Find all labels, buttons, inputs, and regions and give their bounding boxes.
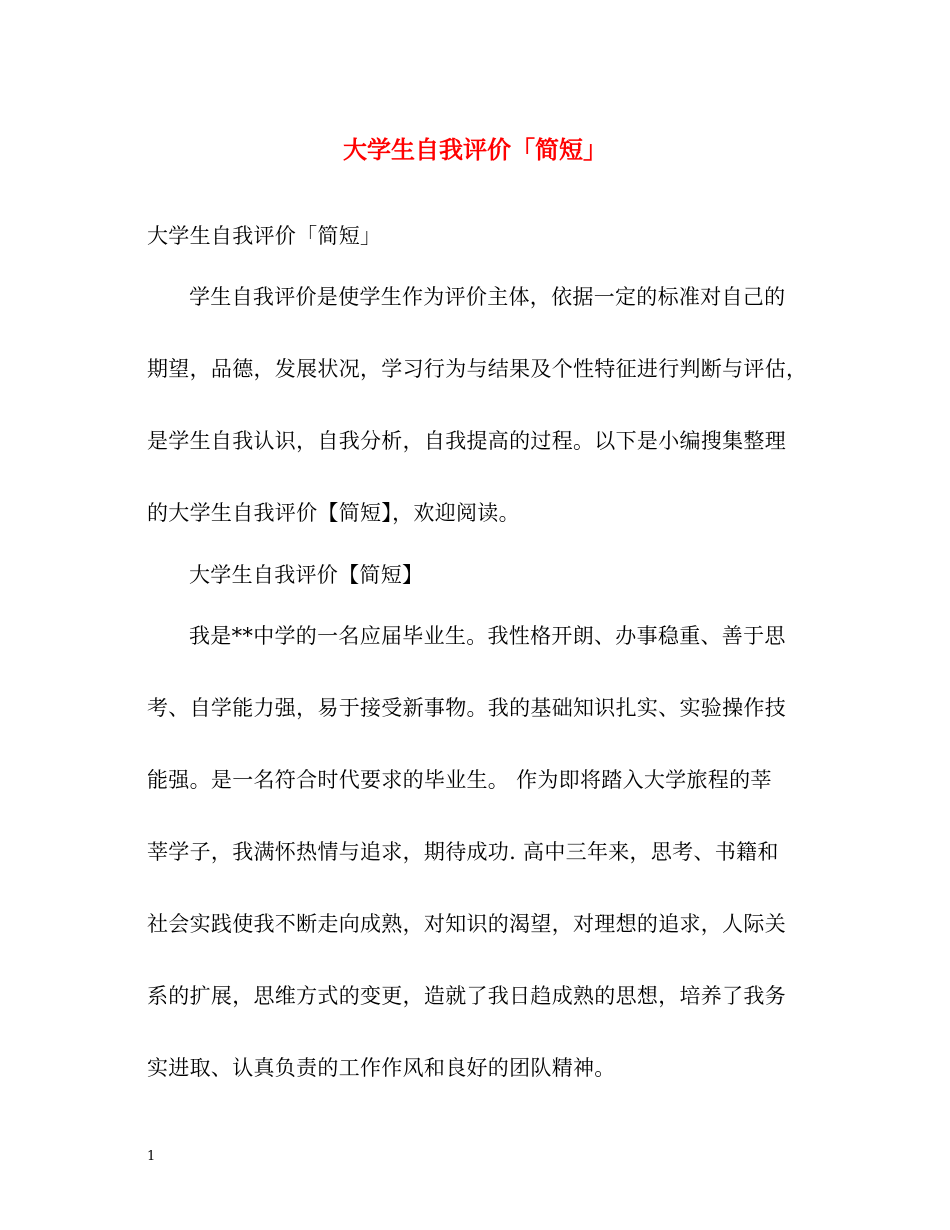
paragraph-2-line-2: 考、自学能力强，易于接受新事物。我的基础知识扎实、实验操作技	[147, 696, 786, 720]
document-subtitle: 大学生自我评价「简短」	[147, 224, 382, 248]
document-title: 大学生自我评价「简短」	[343, 135, 607, 164]
paragraph-1-line-2: 期望，品德，发展状况，学习行为与结果及个性特征进行判断与评估，	[147, 357, 808, 381]
paragraph-2-line-5: 社会实践使我不断走向成熟，对知识的渴望，对理想的追求，人际关	[147, 912, 786, 936]
paragraph-2-line-4: 莘学子，我满怀热情与追求，期待成功. 高中三年来，思考、书籍和	[147, 840, 779, 864]
paragraph-2-line-3: 能强。是一名符合时代要求的毕业生。 作为即将踏入大学旅程的莘	[147, 768, 772, 792]
paragraph-1-line-4: 的大学生自我评价【简短】，欢迎阅读。	[147, 501, 520, 525]
paragraph-2-line-1: 我是**中学的一名应届毕业生。我性格开朗、办事稳重、善于思	[189, 624, 786, 648]
paragraph-1-line-3: 是学生自我认识，自我分析，自我提高的过程。以下是小编搜集整理	[147, 429, 786, 453]
paragraph-2-line-7: 实进取、认真负责的工作作风和良好的团队精神。	[147, 1056, 616, 1080]
page-number: 1	[147, 1149, 156, 1164]
section-heading: 大学生自我评价【简短】	[189, 563, 424, 587]
paragraph-1-line-1: 学生自我评价是使学生作为评价主体，依据一定的标准对自己的	[189, 285, 786, 309]
paragraph-2-line-6: 系的扩展，思维方式的变更，造就了我日趋成熟的思想，培养了我务	[147, 984, 786, 1008]
